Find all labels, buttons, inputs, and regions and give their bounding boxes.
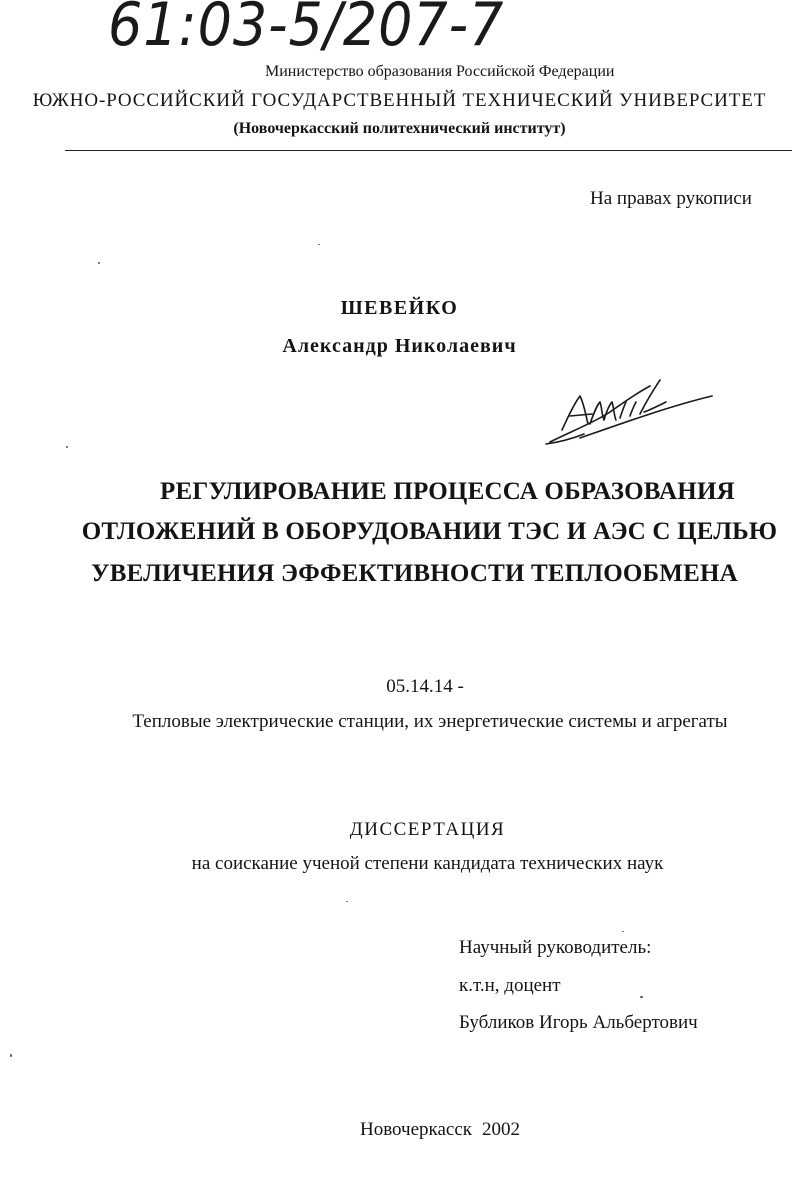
scan-speck: [346, 901, 348, 902]
author-given-names: Александр Николаевич: [282, 335, 517, 357]
institute-name: (Новочеркасский политехнический институт): [233, 120, 566, 137]
year: 2002: [482, 1119, 521, 1140]
supervisor-rank: к.т.н, доцент: [459, 975, 561, 996]
author-signature: [540, 372, 720, 452]
author-surname: ШЕВЕЙКО: [340, 297, 459, 319]
header-divider: [65, 150, 792, 151]
city-and-year: [0, 1119, 799, 1141]
city: Новочеркасск: [359, 1119, 473, 1140]
dissertation-title-line-3: УВЕЛИЧЕНИЯ ЭФФЕКТИВНОСТИ ТЕПЛООБМЕНА: [91, 560, 738, 587]
specialty-code: 05.14.14 -: [386, 676, 464, 697]
scan-speck: [318, 244, 320, 245]
specialty-name: Тепловые электрические станции, их энергетические системы и агрегаты: [132, 711, 728, 732]
degree-sought: на соискание ученой степени кандидата технических наук: [191, 853, 664, 874]
scan-speck: [640, 996, 643, 998]
scan-speck: [98, 262, 100, 264]
dissertation-label: ДИССЕРТАЦИЯ: [349, 819, 506, 840]
supervisor-label: Научный руководитель:: [459, 937, 652, 958]
university-name: ЮЖНО-РОССИЙСКИЙ ГОСУДАРСТВЕННЫЙ ТЕХНИЧЕСКИЙ УНИВЕРСИТЕТ: [32, 90, 767, 111]
dissertation-title-line-1: РЕГУЛИРОВАНИЕ ПРОЦЕССА ОБРАЗОВАНИЯ: [160, 478, 735, 505]
manuscript-note: На правах рукописи: [590, 188, 752, 209]
dissertation-title-line-2: ОТЛОЖЕНИЙ В ОБОРУДОВАНИИ ТЭС И АЭС С ЦЕЛЬЮ: [81, 518, 778, 545]
handwritten-catalog-number: 61:03-5/207-7: [108, 0, 505, 60]
scan-speck: [622, 931, 624, 932]
ministry-name: Министерство образования Российской Федерации: [265, 63, 615, 80]
scan-speck: [10, 1054, 12, 1057]
scan-speck: [66, 446, 68, 448]
supervisor-name: Бубликов Игорь Альбертович: [459, 1012, 698, 1033]
